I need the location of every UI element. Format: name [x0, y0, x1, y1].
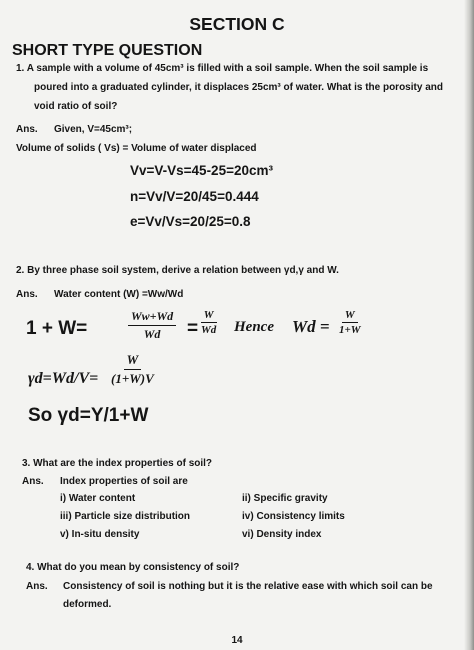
q3-intro: Index properties of soil are	[60, 476, 188, 487]
q3-item: v) In-situ density	[60, 529, 140, 540]
q1-volume-solids: Volume of solids ( Vs) = Volume of water displaced	[16, 143, 257, 154]
q3-ans-label: Ans.	[22, 476, 44, 487]
q1-given: Given, V=45cm³;	[54, 124, 133, 135]
q2-hence: Hence	[234, 319, 274, 335]
q3-question: 3. What are the index properties of soil?	[22, 458, 213, 469]
section-title: SECTION C	[189, 14, 285, 34]
q3-item: i) Water content	[60, 493, 136, 504]
q1-eq-void-ratio: e=Vv/Vs=20/25=0.8	[130, 214, 251, 229]
q1-ans-label: Ans.	[16, 124, 38, 135]
q2-fraction-1	[128, 309, 176, 342]
q1-line-3: void ratio of soil?	[34, 101, 118, 112]
q4-answer-line-2: deformed.	[63, 599, 112, 610]
q2-fraction-3-num: W	[342, 309, 358, 323]
section-heading: SHORT TYPE QUESTION	[12, 42, 203, 59]
q3-item: ii) Specific gravity	[242, 493, 328, 504]
q2-fraction-4	[108, 352, 157, 387]
q3-item: vi) Density index	[242, 529, 322, 540]
page-number: 14	[231, 635, 243, 646]
q2-fraction-3-den: 1+W	[339, 324, 361, 336]
q4-ans-label: Ans.	[26, 581, 48, 592]
q2-fraction-4-den: (1+W)V	[111, 371, 154, 386]
q1-eq-porosity: n=Vv/V=20/45=0.444	[130, 189, 259, 204]
q1-eq-void-volume: Vv=V-Vs=45-25=20cm³	[130, 163, 273, 178]
q2-fraction-4-num: W	[124, 352, 142, 370]
q3-item: iv) Consistency limits	[242, 511, 345, 522]
q2-wd-label: Wd =	[292, 317, 330, 336]
q2-fraction-1-den: Wd	[143, 327, 161, 341]
q1-line-2: poured into a graduated cylinder, it displaces 25cm³ of water. What is the porosity and	[34, 82, 443, 93]
page-edge-shadow	[464, 0, 474, 650]
q2-ans-label: Ans.	[16, 289, 38, 300]
q2-fraction-2	[198, 309, 219, 336]
q3-item: iii) Particle size distribution	[60, 511, 191, 522]
q2-fraction-2-num: W	[201, 309, 217, 323]
q2-fraction-2-den: Wd	[201, 324, 217, 336]
q2-water-content: Water content (W) =Ww/Wd	[54, 289, 184, 300]
q2-lhs: 1 + W=	[26, 318, 88, 339]
q2-fraction-3	[336, 309, 364, 336]
q4-question: 4. What do you mean by consistency of soil?	[26, 562, 240, 573]
q2-question: 2. By three phase soil system, derive a relation between γd,γ and W.	[16, 265, 339, 276]
q2-gamma-lhs: γd=Wd/V=	[28, 370, 99, 387]
q2-so-result: So γd=Y/1+W	[28, 405, 149, 426]
q1-line-1: 1. A sample with a volume of 45cm³ is filled with a soil sample. When the soil sample is	[16, 63, 429, 74]
q2-equals: =	[187, 318, 199, 339]
q4-answer-line-1: Consistency of soil is nothing but it is the relative ease with which soil can be	[63, 581, 433, 592]
q2-fraction-1-num: Ww+Wd	[128, 309, 176, 326]
